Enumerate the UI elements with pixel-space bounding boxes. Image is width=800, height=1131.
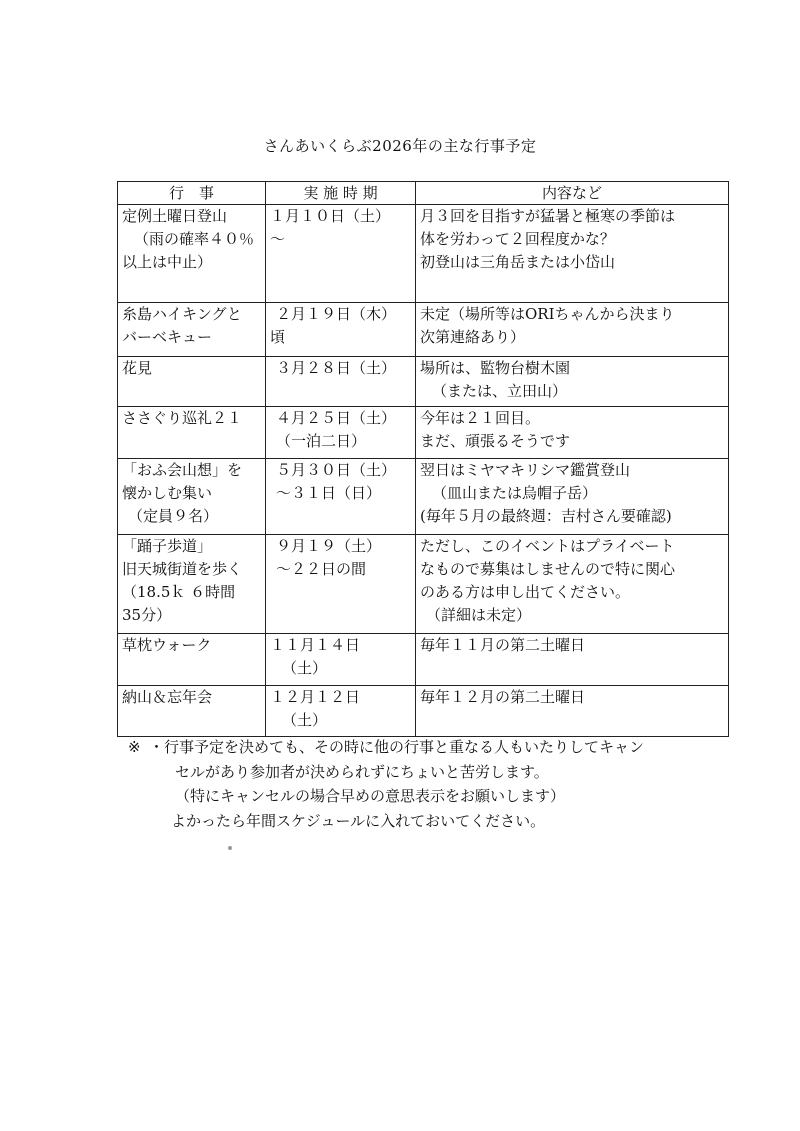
date-line: ３月２８日（土） (276, 359, 397, 377)
table-row (118, 357, 729, 407)
details-cell (416, 686, 729, 737)
event-cell (118, 535, 266, 634)
event-cell (118, 205, 266, 303)
details-line: なもので募集はしませんので特に関心 (420, 560, 676, 578)
scan-speck (228, 846, 232, 850)
details-line: 毎年１１月の第二土曜日 (420, 636, 586, 654)
details-line: 初登山は三角岳または小岱山 (420, 253, 616, 271)
details-line: （または、立田山） (432, 382, 568, 400)
details-line: 今年は２１回目。 (420, 409, 541, 427)
date-line: １２月１２日 (270, 688, 361, 706)
event-cell (118, 634, 266, 686)
event-line: （18.5ｋ ６時間 (122, 583, 236, 601)
event-cell (118, 303, 266, 357)
details-line: （詳細は未定） (426, 606, 532, 624)
table-row (118, 535, 729, 634)
event-line: 以上は中止） (122, 253, 213, 271)
date-cell (266, 686, 416, 737)
note-lines (149, 735, 728, 833)
event-cell (118, 357, 266, 407)
date-line: １１月１４日 (270, 636, 361, 654)
date-line: ４月２５日（土） (276, 409, 397, 427)
event-line: 草枕ウォーク (122, 636, 212, 654)
event-cell (118, 459, 266, 535)
date-cell (266, 303, 416, 357)
date-line: ５月３０日（土） (276, 461, 397, 479)
table-row (118, 407, 729, 459)
event-cell (118, 407, 266, 459)
event-line: 糸島ハイキングと (122, 305, 242, 323)
details-line: 次第連絡あり） (420, 328, 526, 346)
date-line: （土） (282, 659, 328, 677)
date-cell (266, 634, 416, 686)
details-line: 体を労わって２回程度かな？ (420, 230, 615, 248)
table-row (118, 686, 729, 737)
table-row (118, 459, 729, 535)
note-line: セルがあり参加者が決められずにちょいと苦労します。 (175, 762, 549, 781)
event-line: 「おふ会山想」を (122, 461, 243, 479)
details-cell (416, 303, 729, 357)
event-line: 定例土曜日登山 (122, 207, 228, 225)
event-line: （定員９名） (128, 507, 219, 525)
details-cell (416, 634, 729, 686)
details-cell (416, 205, 729, 303)
event-line: 35分） (122, 606, 172, 624)
details-line: 月３回を目指すが猛暑と極寒の季節は (420, 207, 676, 225)
details-line: のある方は申し出てください。 (420, 583, 631, 601)
event-line: 納山＆忘年会 (122, 688, 213, 706)
table-header-row (118, 182, 729, 205)
date-cell (266, 357, 416, 407)
table-row (118, 205, 729, 303)
event-line: 懐かしむ集い (122, 484, 213, 502)
details-cell (416, 357, 729, 407)
event-line: （雨の確率４０％ (134, 230, 255, 248)
date-line: ９月１９（土） (276, 537, 382, 555)
details-cell (416, 459, 729, 535)
date-line: １月１０日（土） (270, 207, 391, 225)
note-line: （特にキャンセルの場合早めの意思表示をお願いします） (175, 787, 566, 805)
details-line: ただし、このイベントはプライベート (420, 537, 675, 555)
date-cell (266, 459, 416, 535)
event-line: ささぐり巡礼２１ (122, 409, 243, 427)
table-row (118, 634, 729, 686)
details-cell (416, 407, 729, 459)
note-mark: ※ (128, 738, 141, 756)
details-line: 場所は、監物台樹木園 (420, 359, 571, 377)
header-date: 実 施 時 期 (266, 182, 416, 205)
date-line: ～ (270, 230, 286, 248)
date-cell (266, 205, 416, 303)
date-cell (266, 535, 416, 634)
header-event: 行 事 (118, 182, 266, 205)
date-cell (266, 407, 416, 459)
details-cell (416, 535, 729, 634)
details-line: (毎年５月の最終週：吉村さん要確認) (420, 507, 672, 525)
table-row (118, 303, 729, 357)
date-line: ～３１日（日） (276, 484, 382, 502)
schedule-table (117, 181, 729, 737)
page-title: さんあいくらぶ2026年の主な行事予定 (263, 137, 537, 155)
event-line: 花見 (122, 359, 153, 377)
details-line: 毎年１２月の第二土曜日 (420, 688, 586, 706)
note-line: よかったら年間スケジュールに入れておいてください。 (171, 811, 546, 830)
event-line: 「踊子歩道」 (122, 537, 213, 555)
details-line: （皿山または烏帽子岳） (432, 484, 598, 502)
header-details: 内容など (416, 182, 729, 205)
date-line: （土） (282, 711, 328, 729)
details-line: 未定（場所等はORIちゃんから決まり (420, 305, 675, 323)
date-line: 頃 (270, 328, 286, 346)
event-line: バーベキュー (122, 328, 213, 346)
date-line: ２月１９日（木） (276, 305, 397, 323)
details-line: まだ、頑張るそうです (420, 432, 571, 450)
event-line: 旧天城街道を歩く (122, 560, 243, 578)
event-cell (118, 686, 266, 737)
date-line: ～２２日の間 (276, 560, 367, 578)
date-line: （一泊二日） (276, 432, 367, 450)
details-line: 翌日はミヤマキリシマ鑑賞登山 (420, 461, 631, 479)
note-line: ・行事予定を決めても、その時に他の行事と重なる人もいたりしてキャン (149, 738, 645, 756)
